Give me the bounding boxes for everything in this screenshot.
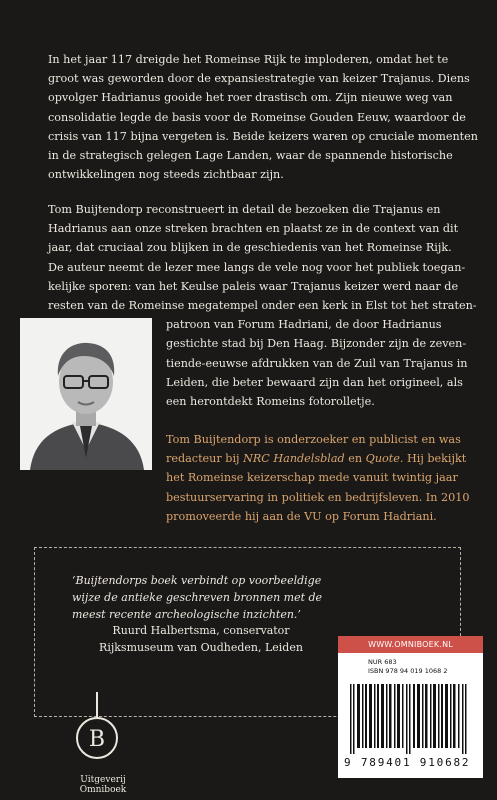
publisher-name: Uitgeverij Omniboek — [79, 775, 127, 795]
isbn-code: ISBN 978 94 019 1068 2 — [368, 667, 448, 675]
text-line: consolidatie legde de basis voor de Romeinse Gouden Eeuw, waardoor de — [48, 110, 466, 124]
omniboek-logo-icon — [74, 688, 120, 770]
bio-text: redacteur bij — [166, 452, 244, 466]
bio-line: Tom Buijtendorp is onderzoeker en publicist en was — [166, 433, 461, 446]
publisher-website: WWW.OMNIBOEK.NL — [338, 636, 483, 653]
quote-line: meest recente archeologische inzichten.’ — [72, 608, 301, 622]
svg-text:B: B — [88, 727, 106, 752]
book-codes — [368, 658, 447, 676]
text-line: De auteur neemt de lezer mee langs de vele nog voor het publiek toegan- — [48, 260, 466, 274]
attribution-line: Rijksmuseum van Oudheden, Leiden — [99, 641, 303, 655]
text-line: in de strategisch gelegen Lage Landen, waar de spannende historische — [48, 149, 453, 163]
text-line: Leiden, die beter bewaard zijn dan het origineel, als — [166, 375, 463, 389]
text-line: een herontdekt Romeins fotorolletje. — [166, 395, 375, 409]
author-portrait-illustration — [20, 318, 152, 470]
bio-line: het Romeinse keizerschap mede vanuit twintig jaar — [166, 471, 458, 485]
magazine-title: Quote — [365, 452, 400, 466]
bio-text: . Hij bekijkt — [399, 452, 467, 466]
text-line: patroon van Forum Hadriani, de door Hadrianus — [166, 318, 442, 332]
bio-line: bestuurservaring in politiek en bedrijfsleven. In 2010 — [166, 490, 470, 504]
text-line: In het jaar 117 dreigde het Romeinse Rijk te imploderen, omdat het te — [48, 53, 449, 66]
text-line: Tom Buijtendorp reconstrueert in detail de bezoeken die Trajanus en — [48, 203, 441, 216]
text-line: tiende-eeuwse afdrukken van de Zuil van Trajanus in — [166, 356, 468, 370]
text-line: resten van de Romeinse megatempel onder een kerk in Elst tot het straten- — [48, 299, 477, 313]
text-line: crisis van 117 bijna vergeten is. Beide keizers waren op cruciale momenten — [48, 129, 479, 143]
bio-line: promoveerde hij aan de VU op Forum Hadriani. — [166, 509, 437, 523]
author-bio — [166, 430, 470, 526]
barcode-icon — [348, 684, 473, 754]
quote-line: wijze de antieke geschreven bronnen met de — [72, 591, 323, 605]
text-line: groot was geworden door de expansiestrategie van keizer Trajanus. Diens — [48, 72, 470, 86]
quote-attribution — [72, 622, 330, 656]
quote-line: ‘Buijtendorps boek verbindt op voorbeeldige — [72, 574, 322, 587]
newspaper-title: NRC Handelsblad — [243, 452, 345, 466]
author-photo — [20, 318, 152, 470]
text-line: jaar, dat cruciaal zou blijken in de geschiedenis van het Romeinse Rijk. — [48, 241, 452, 255]
text-line: Hadrianus aan onze streken brachten en plaatst ze in de context van dit — [48, 222, 459, 236]
text-line: ontwikkelingen nog steeds zichtbaar zijn. — [48, 168, 284, 182]
review-quote — [72, 572, 327, 624]
barcode-panel — [338, 636, 483, 778]
barcode-digits: 9 789401 910682 — [344, 756, 471, 769]
blurb-paragraph-1 — [48, 50, 479, 184]
text-line: kelijke sporen: van het Keulse paleis waar Trajanus keizer werd naar de — [48, 279, 459, 293]
bio-line — [166, 449, 466, 468]
text-line: gestichte stad bij Den Haag. Bijzonder zijn de zeven- — [166, 337, 467, 351]
bio-text: en — [344, 452, 366, 466]
text-line: opvolger Hadrianus gooide het roer drastisch om. Zijn nieuwe weg van — [48, 91, 453, 105]
nur-code: NUR 683 — [368, 658, 397, 666]
attribution-line: Ruurd Halbertsma, conservator — [112, 624, 290, 637]
